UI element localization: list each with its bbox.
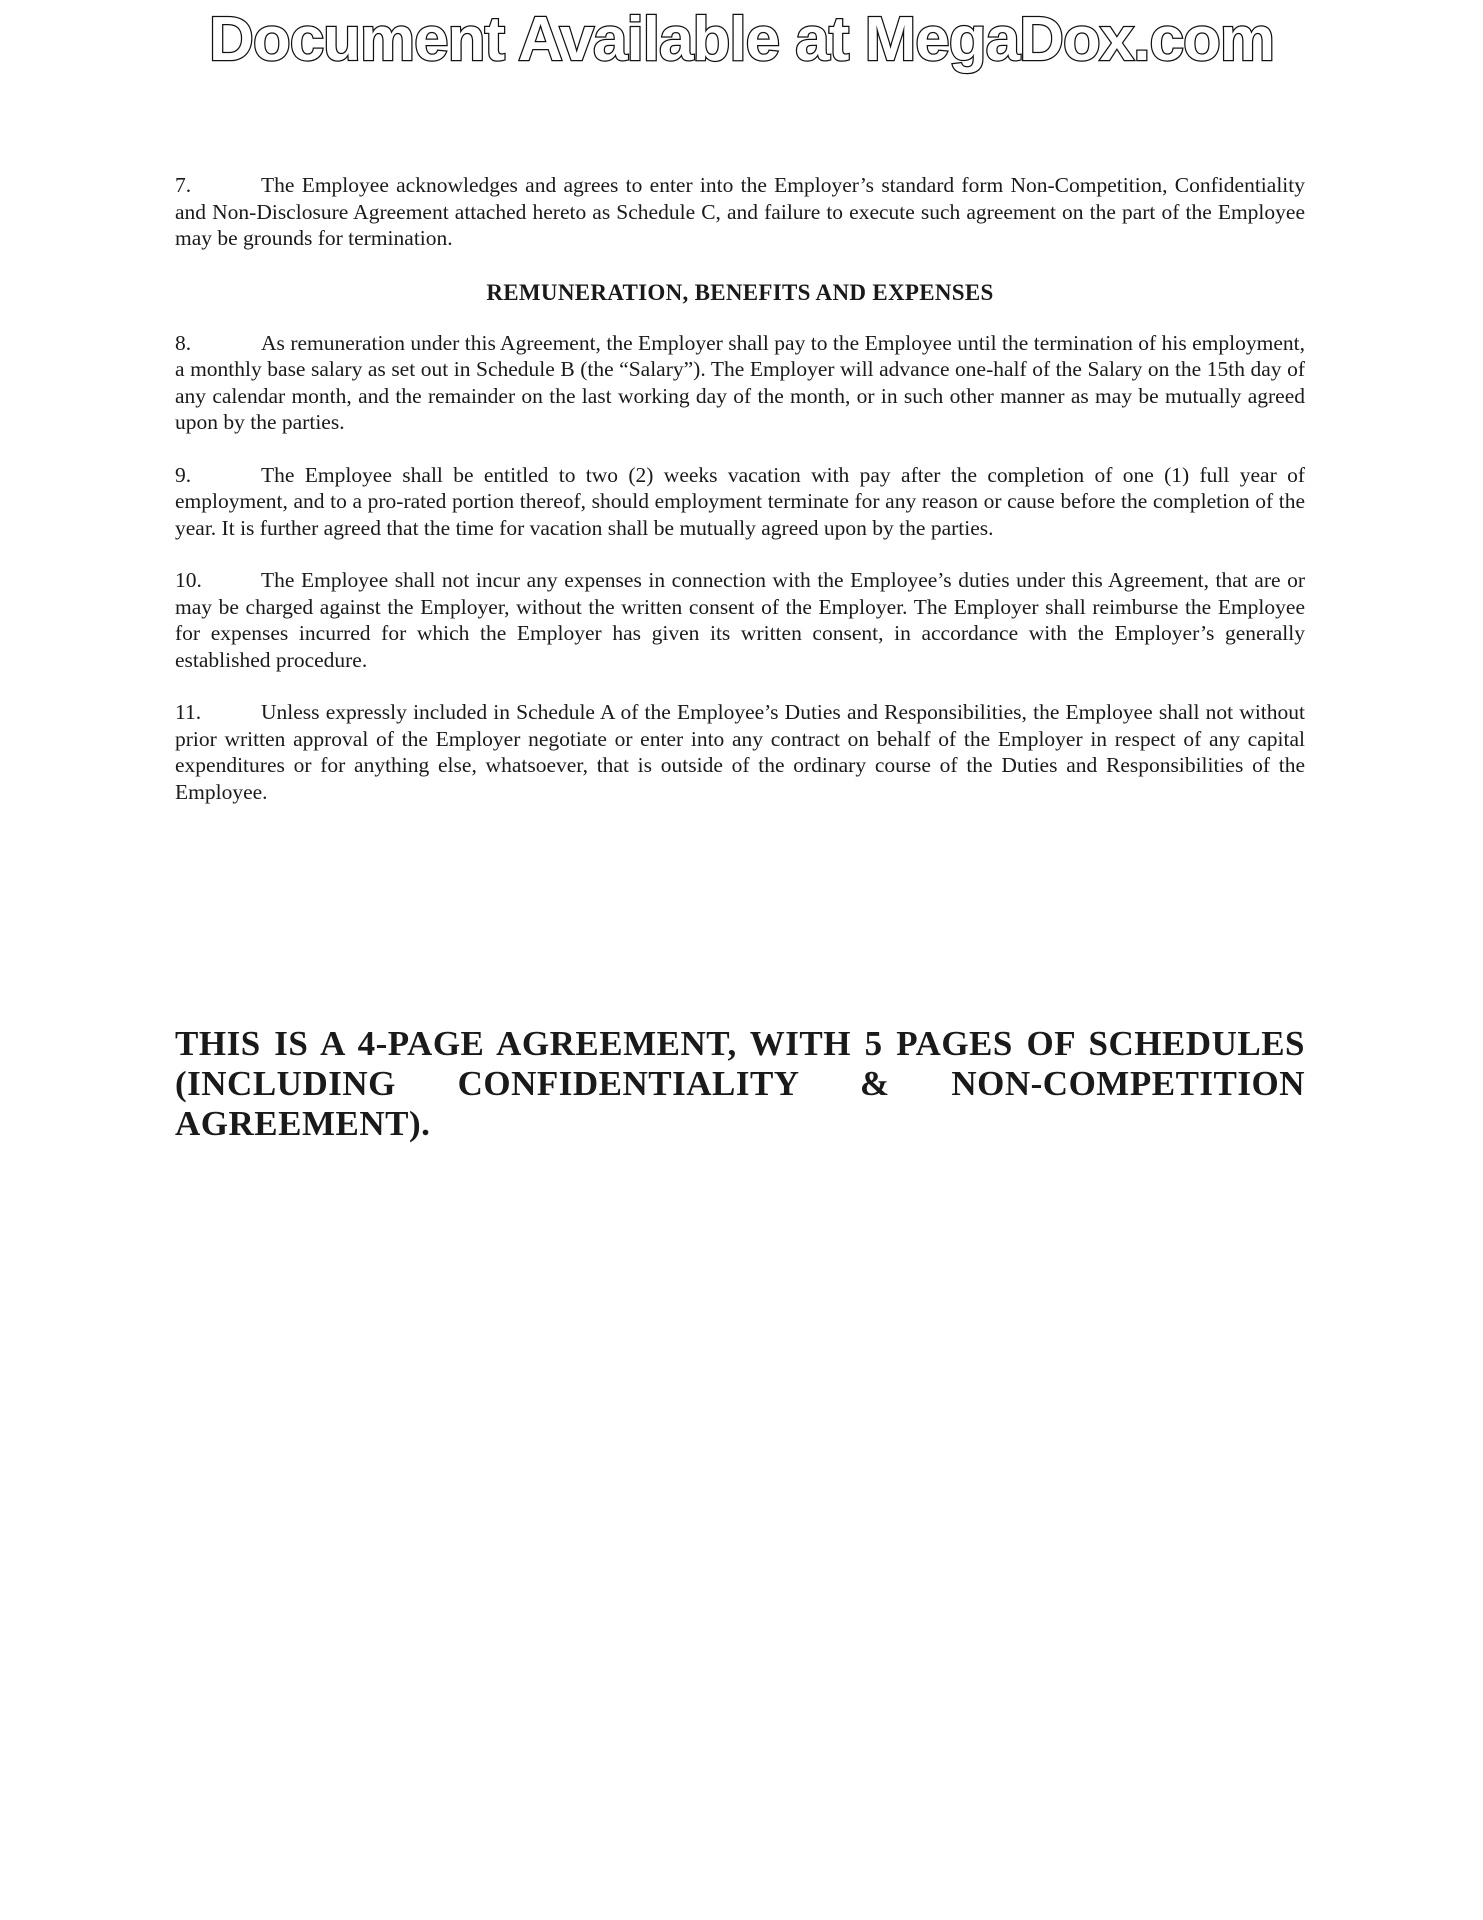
clause-11 bbox=[175, 699, 1305, 805]
clause-number: 9. bbox=[175, 462, 192, 487]
clause-number: 7. bbox=[175, 173, 192, 197]
clause-text: Unless expressly included in Schedule A of the Employee’s Duties and Responsibilities, the Employee shall not without prior written approval of the Employer negotiate or enter into any contract on behalf of the Employer in respect of any capital expenditures or for anything else, whatsoever, that is outside of the ordinary course of the Duties and Responsibilities of the Employee. bbox=[175, 700, 1305, 804]
clause-text: The Employee acknowledges and agrees to enter into the Employer’s standard form Non-Competition, Confidentiality and Non-Disclosure Agreement attached hereto as Schedule C, and failure to execute such agreement on the part of the Employee may be grounds for termination. bbox=[175, 173, 1305, 250]
clause-9 bbox=[175, 462, 1305, 542]
document-body bbox=[175, 172, 1305, 831]
clause-number: 11. bbox=[175, 700, 202, 724]
page-count-notice: THIS IS A 4-PAGE AGREEMENT, WITH 5 PAGES OF SCHEDULES (INCLUDING CONFIDENTIALITY & NON-COMPETITION AGREEMENT). bbox=[175, 1024, 1305, 1143]
clause-10 bbox=[175, 567, 1305, 673]
clause-text: The Employee shall not incur any expenses in connection with the Employee’s duties under this Agreement, that are or may be charged against the Employer, without the written consent of the Employer. The Employer shall reimburse the Employee for expenses incurred for which the Employer has given its written consent, in accordance with the Employer’s generally established procedure. bbox=[175, 568, 1305, 672]
clause-number: 8. bbox=[175, 330, 192, 355]
megadox-watermark: Document Available at MegaDox.com bbox=[209, 5, 1274, 74]
clause-text: The Employee shall be entitled to two (2) weeks vacation with pay after the completion of one (1) full year of employment, and to a pro-rated portion thereof, should employment terminate for any reason or cause before the completion of the year. It is further agreed that the time for vacation shall be mutually agreed upon by the parties. bbox=[175, 462, 1305, 540]
clause-text: As remuneration under this Agreement, the Employer shall pay to the Employee until the termination of his employment, a monthly base salary as set out in Schedule B (the “Salary”). The Employer will advance one-half of the Salary on the 15th day of any calendar month, and the remainder on the last working day of the month, or in such other manner as may be mutually agreed upon by the parties. bbox=[175, 330, 1305, 434]
clause-8 bbox=[175, 330, 1305, 436]
clause-7 bbox=[175, 172, 1305, 252]
section-heading: REMUNERATION, BENEFITS AND EXPENSES bbox=[486, 279, 994, 305]
clause-number: 10. bbox=[175, 568, 202, 592]
